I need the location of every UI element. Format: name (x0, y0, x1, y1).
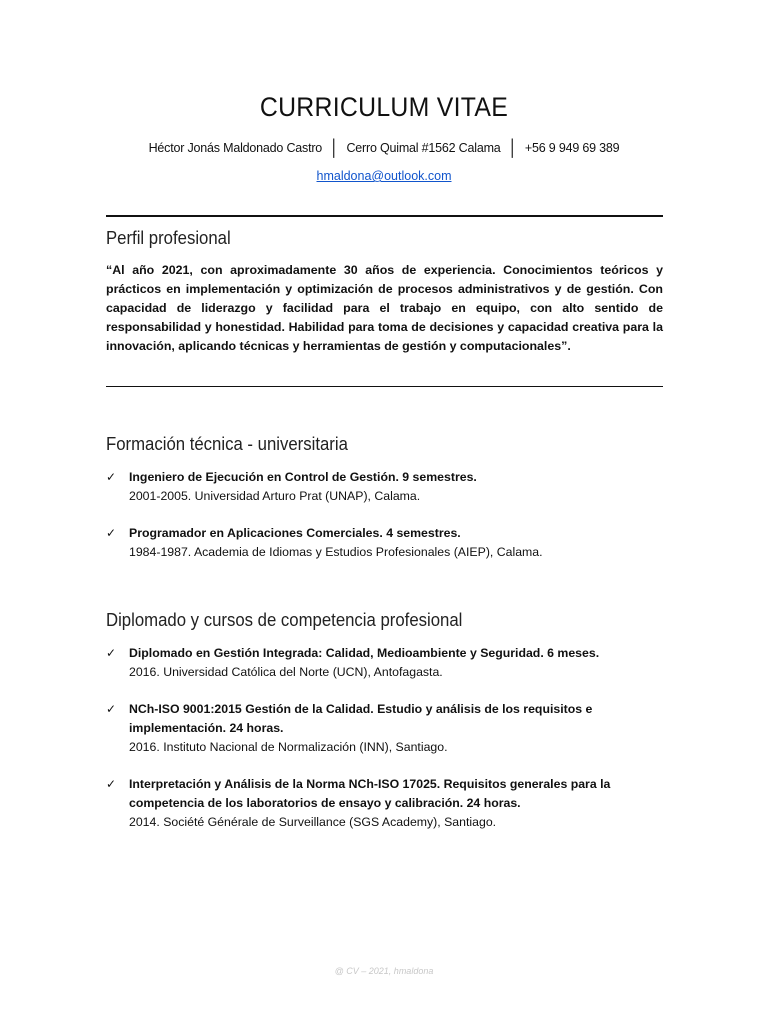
document-title: CURRICULUM VITAE (259, 92, 509, 122)
check-icon: ✓ (106, 646, 117, 660)
education-detail: 1984-1987. Academia de Idiomas y Estudios Profesionales (AIEP), Calama. (129, 545, 543, 559)
page-footer: @ CV – 2021, hmaldona (334, 966, 434, 976)
course-detail: 2014. Société Générale de Surveillance (SGS Academy), Santiago. (129, 815, 497, 829)
contact-name: Héctor Jonás Maldonado Castro (148, 141, 323, 155)
education-item (106, 524, 666, 562)
education-item (106, 468, 666, 506)
course-item (106, 644, 666, 682)
course-item (106, 775, 666, 832)
check-icon: ✓ (106, 526, 117, 540)
course-title-cont: implementación. 24 horas. (129, 721, 284, 735)
education-title: Programador en Aplicaciones Comerciales. 4 semestres. (129, 526, 461, 540)
course-title: Interpretación y Análisis de la Norma NCh-ISO 17025. Requisitos generales para la (129, 777, 611, 791)
contact-separator: │ (329, 140, 340, 157)
email-link[interactable]: hmaldona@outlook.com (316, 169, 452, 183)
check-icon: ✓ (106, 702, 117, 716)
contact-phone: +56 9 949 69 389 (524, 141, 620, 155)
courses-heading: Diplomado y cursos de competencia profesional (106, 610, 463, 630)
contact-line (0, 140, 768, 158)
education-title: Ingeniero de Ejecución en Control de Gestión. 9 semestres. (129, 470, 477, 484)
profile-text: “Al año 2021, con aproximadamente 30 años de experiencia. Conocimientos teóricos y prácticos en implementación y optimización de procesos administrativos y de gestión. Con capacidad de liderazgo y facilidad para el trabajo en equipo, con alto sentido de responsabilidad y honestidad. Habilidad para toma de decisiones y capacidad creativa para la innovación, aplicando técnicas y herramientas de gestión y computacionales”. (106, 263, 663, 353)
course-title: NCh-ISO 9001:2015 Gestión de la Calidad. Estudio y análisis de los requisitos e (129, 702, 593, 716)
education-heading: Formación técnica - universitaria (106, 434, 348, 454)
course-item (106, 700, 666, 757)
profile-divider (106, 386, 663, 387)
profile-heading: Perfil profesional (106, 228, 231, 248)
course-detail: 2016. Instituto Nacional de Normalización (INN), Santiago. (129, 740, 448, 754)
check-icon: ✓ (106, 470, 117, 484)
contact-address: Cerro Quimal #1562 Calama (346, 141, 501, 155)
course-title: Diplomado en Gestión Integrada: Calidad, Medioambiente y Seguridad. 6 meses. (129, 646, 600, 660)
contact-separator: │ (507, 140, 518, 157)
course-title-cont: competencia de los laboratorios de ensayo y calibración. 24 horas. (129, 796, 521, 810)
course-detail: 2016. Universidad Católica del Norte (UCN), Antofagasta. (129, 665, 443, 679)
check-icon: ✓ (106, 777, 117, 791)
education-detail: 2001-2005. Universidad Arturo Prat (UNAP), Calama. (129, 489, 421, 503)
email-line (0, 169, 768, 183)
top-divider (106, 215, 663, 217)
